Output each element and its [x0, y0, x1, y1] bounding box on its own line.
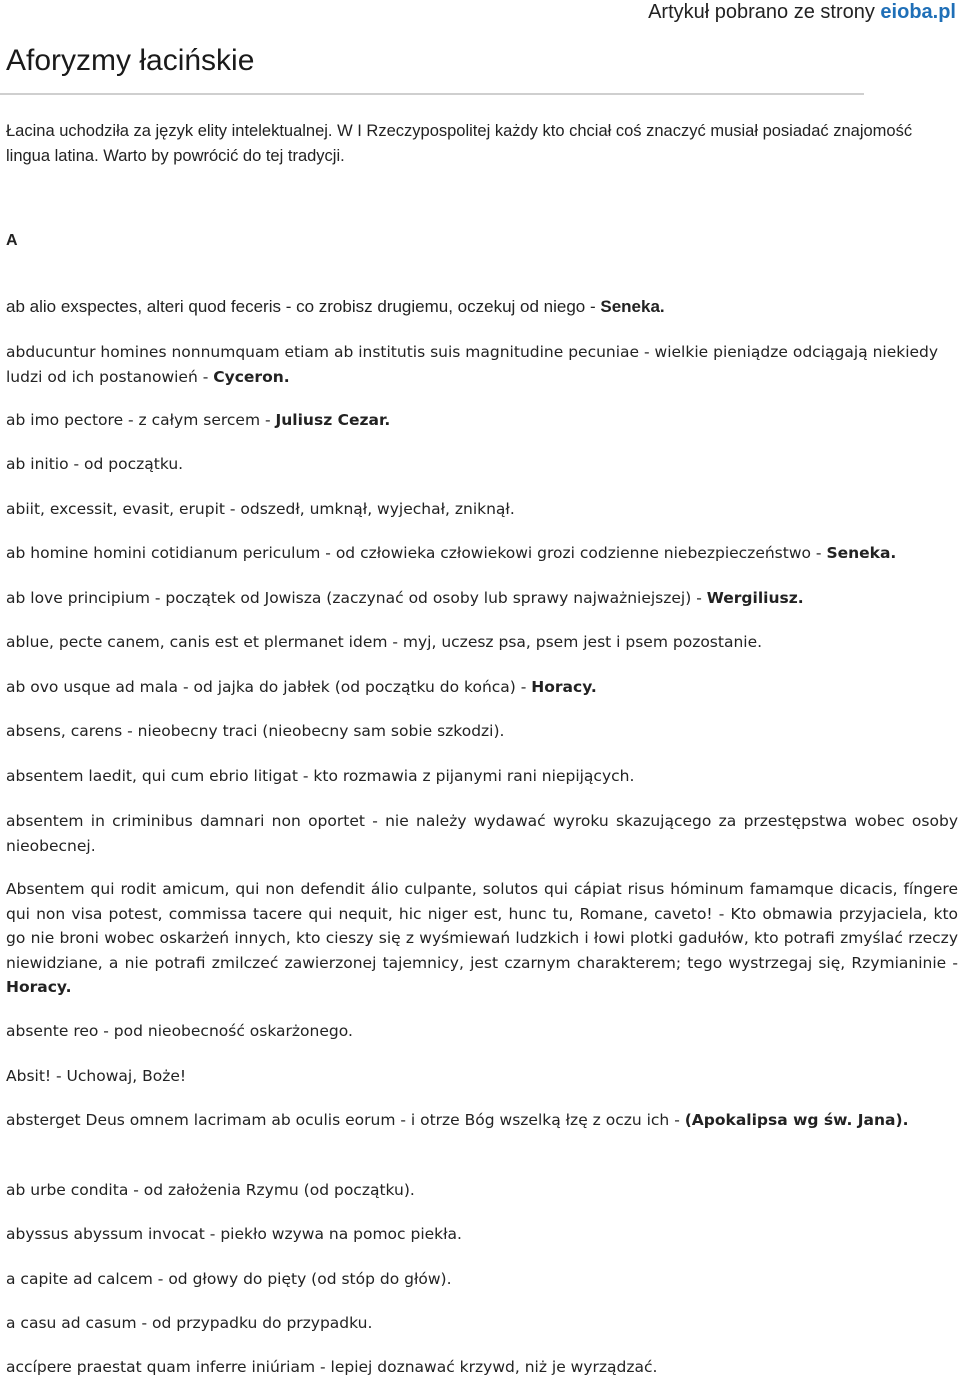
aphorism-text: ab alio exspectes, alteri quod feceris - co zrobisz drugiemu, oczekuj od niego - [6, 297, 601, 316]
aphorism-entry [6, 452, 958, 477]
aphorism-text: absentem laedit, qui cum ebrio litigat - kto rozmawia z pijanymi rani niepijących. [6, 767, 635, 785]
aphorism-entry [6, 497, 958, 522]
aphorism-entry [6, 1108, 958, 1133]
source-attribution [648, 1, 956, 24]
aphorism-text: absens, carens - nieobecny traci (nieobecny sam sobie szkodzi). [6, 722, 505, 740]
aphorism-text: Absit! - Uchowaj, Boże! [6, 1067, 187, 1085]
source-prefix: Artykuł pobrano ze strony [648, 1, 881, 23]
aphorism-text: ab urbe condita - od założenia Rzymu (od początku). [6, 1181, 415, 1199]
aphorism-entry [6, 764, 958, 789]
aphorism-text: ab initio - od początku. [6, 455, 184, 473]
aphorism-text: accípere praestat quam inferre iniúriam - lepiej doznawać krzywd, niż je wyrządzać. [6, 1358, 658, 1376]
aphorism-author: Horacy. [531, 678, 597, 696]
aphorism-text: absente reo - pod nieobecność oskarżonego. [6, 1022, 353, 1040]
aphorism-entry [6, 295, 958, 320]
aphorism-author: Cyceron. [213, 367, 290, 386]
aphorism-entry [6, 1355, 958, 1380]
section-letter: A [6, 232, 18, 249]
aphorism-entry [6, 1178, 958, 1203]
aphorism-entry [6, 586, 958, 611]
aphorism-entry [6, 408, 958, 433]
aphorism-text: absentem in criminibus damnari non oportet - nie należy wydawać wyroku skazującego za przestępstwa wobec osoby nieobecnej. [6, 812, 958, 855]
aphorism-text: ab love principium - początek od Jowisza (zaczynać od osoby lub sprawy najważniejszej) - [6, 589, 707, 607]
aphorism-entry [6, 675, 958, 700]
aphorism-text: abducuntur homines nonnumquam etiam ab institutis suis magnitudine pecuniae - wielkie pieniądze odciągają niekiedy ludzi od ich postanowień - [6, 343, 939, 386]
source-link[interactable]: eioba.pl [880, 1, 956, 23]
aphorism-author: Wergiliusz. [706, 589, 804, 607]
aphorism-text: a casu ad casum - od przypadku do przypadku. [6, 1314, 373, 1332]
aphorism-text: abyssus abyssum invocat - piekło wzywa na pomoc piekła. [6, 1225, 462, 1243]
page-title: Aforyzmy łacińskie [6, 44, 255, 77]
aphorism-entry [6, 809, 958, 858]
aphorism-entry [6, 719, 958, 744]
aphorism-text: abiit, excessit, evasit, erupit - odszedł, umknął, wyjechał, zniknął. [6, 500, 515, 518]
aphorism-entry [6, 1222, 958, 1247]
aphorism-text: ab ovo usque ad mala - od jajka do jabłek (od początku do końca) - [6, 678, 532, 696]
aphorism-entry [6, 630, 958, 655]
aphorism-entry [6, 340, 958, 389]
aphorism-entry [6, 1064, 958, 1089]
aphorism-text: ab homine homini cotidianum periculum - od człowieka człowiekowi grozi codzienne niebezpieczeństwo - [6, 544, 827, 562]
intro-paragraph: Łacina uchodziła za język elity intelektualnej. W I Rzeczypospolitej każdy kto chciał coś znaczyć musiał posiadać znajomość lingua latina. Warto by powrócić do tej tradycji. [6, 122, 913, 165]
aphorism-author: Seneka. [826, 544, 897, 562]
title-divider [0, 93, 864, 95]
aphorism-entry [6, 1019, 958, 1044]
aphorism-text: absterget Deus omnem lacrimam ab oculis eorum - i otrze Bóg wszelką łzę z oczu ich - [6, 1111, 685, 1129]
aphorism-author: (Apokalipsa wg św. Jana). [684, 1111, 909, 1129]
aphorism-entry [6, 1267, 958, 1292]
aphorism-entry [6, 1311, 958, 1336]
aphorism-author: Horacy. [6, 978, 72, 996]
aphorism-author: Seneka. [600, 297, 665, 316]
aphorism-entry [6, 877, 958, 1000]
aphorism-text: ab imo pectore - z całym sercem - [6, 411, 276, 429]
aphorism-text: a capite ad calcem - od głowy do pięty (od stóp do głów). [6, 1270, 452, 1288]
aphorism-text: ablue, pecte canem, canis est et plermanet idem - myj, uczesz psa, psem jest i psem pozostanie. [6, 633, 763, 651]
aphorism-entry [6, 541, 958, 566]
aphorism-author: Juliusz Cezar. [275, 411, 391, 429]
aphorism-text: Absentem qui rodit amicum, qui non defendit álio culpante, solutos qui cápiat risus hóminum famamque dicacis, fíngere qui non visa potest, commissa tacere qui nequit, hic niger est, hunc tu, Romane, caveto! - Kto obmawia przyjaciela, kto go nie broni wobec oskarżeń innych, kto cieszy się z wyśmiewań ludzkich i łowi plotki gadułów, kto potrafi zmyślać rzeczy niewidziane, a nie potrafi zmilczeć zawierzonej tajemnicy, jest czarnym charakterem; tego wystrzegaj się, Rzymianinie - [6, 880, 958, 972]
